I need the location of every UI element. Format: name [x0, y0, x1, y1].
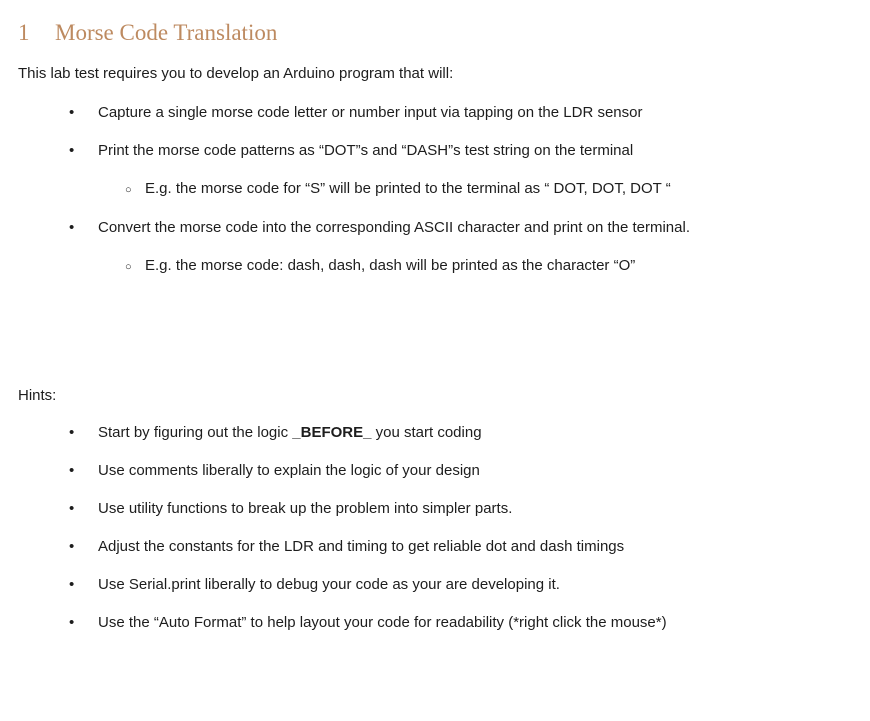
list-item-text: Print the morse code patterns as “DOT”s and “DASH”s test string on the terminal [98, 142, 634, 159]
list-item [18, 423, 850, 443]
list-item [18, 103, 850, 123]
list-item-text: E.g. the morse code: dash, dash, dash will be printed as the character “O” [145, 257, 636, 274]
list-item-text: Use Serial.print liberally to debug your code as your are developing it. [98, 576, 560, 593]
list-item-text: Capture a single morse code letter or number input via tapping on the LDR sensor [98, 104, 643, 121]
heading-number: 1 [18, 20, 30, 45]
list-item [18, 613, 850, 633]
list-item-text: Use the “Auto Format” to help layout your code for readability (*right click the mouse*) [98, 614, 667, 631]
list-item [18, 141, 850, 161]
bullet-icon: • [69, 104, 75, 121]
circle-bullet-icon: ○ [125, 184, 132, 196]
bullet-icon: • [69, 538, 75, 555]
page-title [18, 18, 850, 48]
bullet-icon: • [69, 142, 75, 159]
circle-bullet-icon: ○ [125, 261, 132, 273]
list-item [18, 179, 850, 200]
list-item [18, 499, 850, 519]
requirements-list [18, 103, 850, 277]
list-item [18, 537, 850, 557]
list-item-text: Convert the morse code into the corresponding ASCII character and print on the terminal. [98, 219, 690, 236]
list-item-text: Adjust the constants for the LDR and timing to get reliable dot and dash timings [98, 538, 625, 555]
list-item [18, 461, 850, 481]
bullet-icon: • [69, 219, 75, 236]
bullet-icon: • [69, 462, 75, 479]
bullet-icon: • [69, 576, 75, 593]
bullet-icon: • [69, 424, 75, 441]
list-item [18, 575, 850, 595]
list-item-text: E.g. the morse code for “S” will be printed to the terminal as “ DOT, DOT, DOT “ [145, 180, 671, 197]
bullet-icon: • [69, 614, 75, 631]
heading-text: Morse Code Translation [55, 20, 278, 45]
bullet-icon: • [69, 500, 75, 517]
list-item [18, 256, 850, 277]
list-item [18, 218, 850, 238]
intro-paragraph: This lab test requires you to develop an Arduino program that will: [18, 65, 454, 82]
hints-label: Hints: [18, 387, 57, 404]
hints-list [18, 423, 850, 633]
list-item-text: Use comments liberally to explain the logic of your design [98, 462, 480, 479]
list-item-text: Start by figuring out the logic _BEFORE_ you start coding [98, 424, 482, 441]
list-item-text: Use utility functions to break up the problem into simpler parts. [98, 500, 513, 517]
